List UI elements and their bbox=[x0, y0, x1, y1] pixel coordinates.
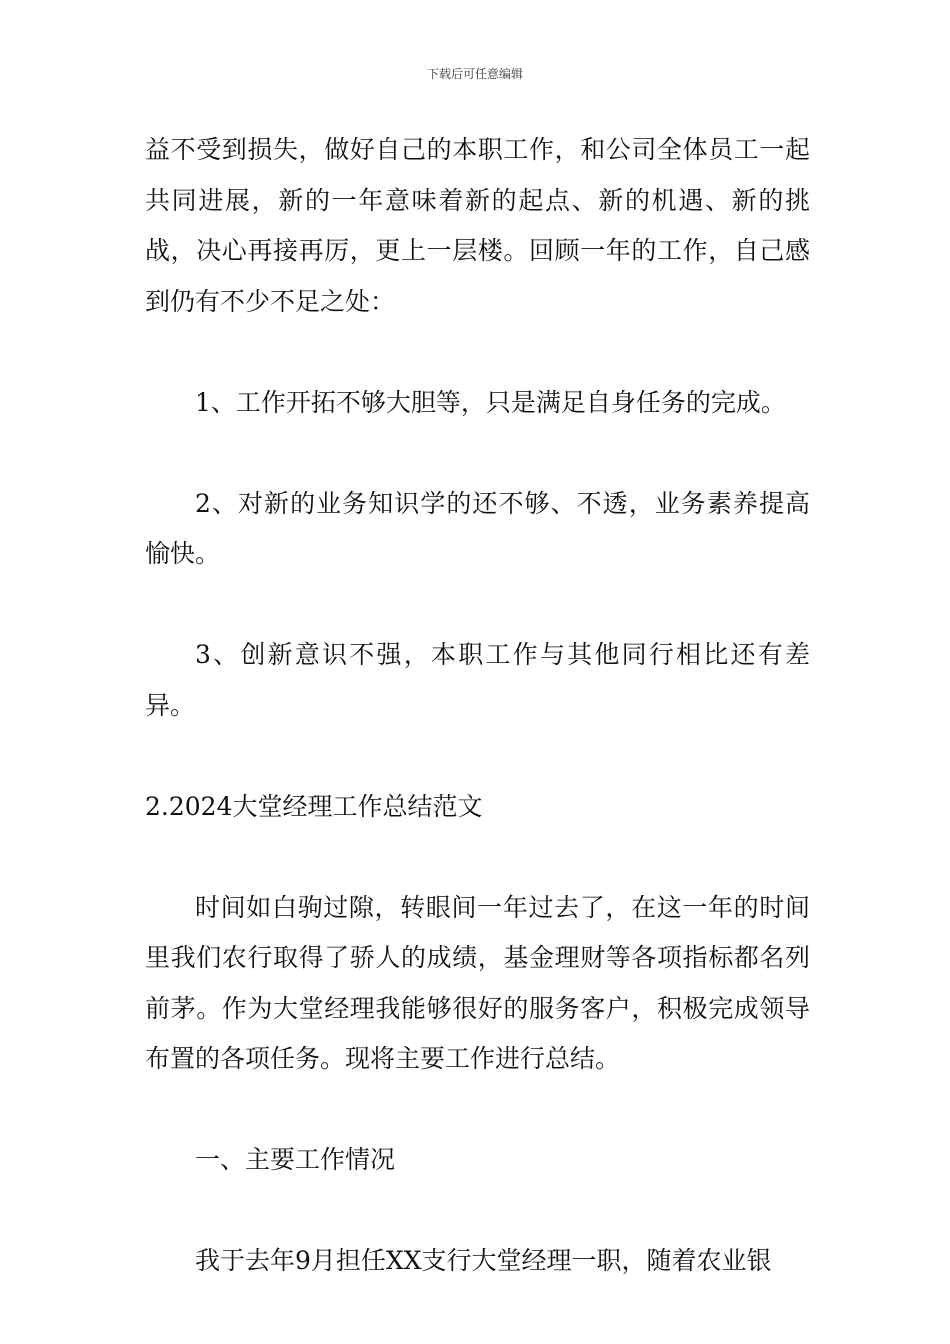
document-body bbox=[145, 125, 810, 1287]
paragraph-spacer bbox=[145, 327, 810, 378]
body-paragraph: 我于去年9月担任XX支行大堂经理一职，随着农业银 bbox=[195, 1246, 772, 1275]
list-item-1: 1、工作开拓不够大胆等，只是满足自身任务的完成。 bbox=[195, 387, 786, 417]
paragraph-spacer bbox=[145, 580, 810, 631]
section-title: 2.2024大堂经理工作总结范文 bbox=[145, 791, 483, 821]
paragraph-spacer bbox=[145, 832, 810, 883]
intro-paragraph: 时间如白驹过隙，转眼间一年过去了，在这一年的时间里我们农行取得了骄人的成绩，基金理财等各项指标都名列前茅。作为大堂经理我能够很好的服务客户，积极完成领导布置的各项任务。现将主要工作进行总结。 bbox=[145, 892, 810, 1073]
list-item-3: 3、创新意识不强，本职工作与其他同行相比还有差异。 bbox=[145, 640, 810, 720]
list-item-2: 2、对新的业务知识学的还不够、不透，业务素养提高愉快。 bbox=[145, 488, 810, 568]
paragraph-spacer bbox=[145, 428, 810, 479]
page-header-note: 下载后可任意编辑 bbox=[426, 67, 523, 81]
paragraph-spacer bbox=[145, 1186, 810, 1237]
subsection-heading: 一、主要工作情况 bbox=[195, 1145, 396, 1174]
paragraph-spacer bbox=[145, 1085, 810, 1136]
paragraph-spacer bbox=[145, 731, 810, 782]
paragraph-continuation: 益不受到损失，做好自己的本职工作，和公司全体员工一起共同进展，新的一年意味着新的起点、新的机遇、新的挑战，决心再接再厉，更上一层楼。回顾一年的工作，自己感到仍有不少不足之处： bbox=[145, 135, 810, 316]
